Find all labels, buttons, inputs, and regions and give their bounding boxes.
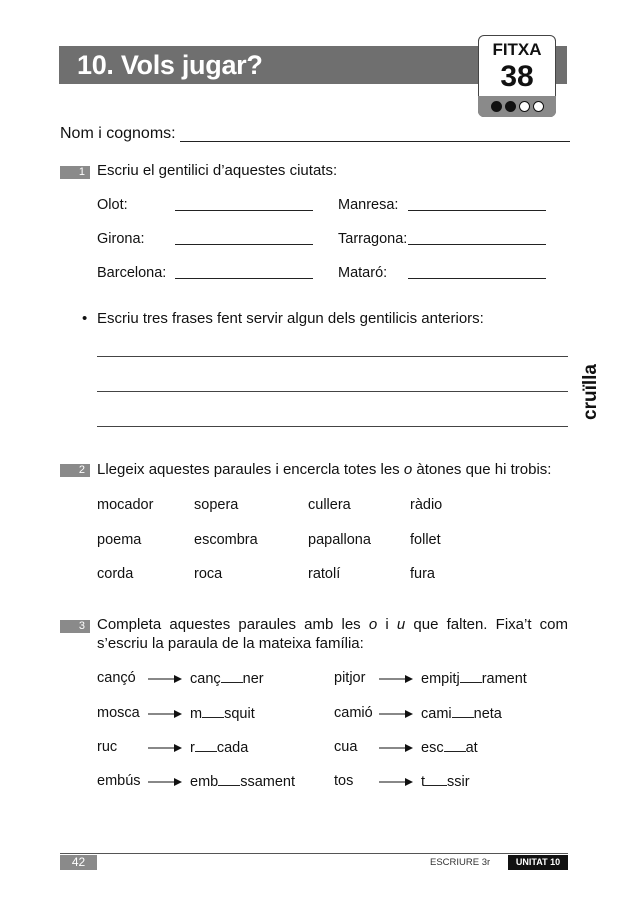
unit-badge: UNITAT 10 (508, 855, 568, 870)
exercise2-instruction: Llegeix aquestes paraules i encercla totes les o àtones que hi trobis: (97, 461, 552, 478)
fill-word[interactable]: canç ner (190, 671, 264, 687)
page-title: 10. Vols jugar? (77, 50, 263, 80)
base-word: embús (97, 773, 141, 789)
fill-word[interactable]: m squit (190, 706, 255, 722)
word-item[interactable]: poema (97, 532, 142, 548)
base-word: tos (334, 773, 354, 789)
fitxa-label: FITXA (492, 40, 542, 59)
level-dot-empty-icon (519, 101, 530, 112)
word-item[interactable]: sopera (194, 497, 239, 513)
exercise3-instruction-line1: Completa aquestes paraules amb les o i u que falten. Fixa’t com (97, 616, 569, 633)
exercise-number: 3 (60, 620, 90, 633)
base-word: mosca (97, 705, 140, 721)
exercise1-instruction: Escriu el gentilici d’aquestes ciutats: (97, 162, 338, 179)
answer-line[interactable] (175, 278, 313, 279)
name-label: Nom i cognoms: (60, 125, 176, 142)
level-dot-filled-icon (505, 101, 516, 112)
fitxa-number: 38 (500, 60, 534, 93)
word-item[interactable]: ratolí (308, 566, 341, 582)
writing-line[interactable] (97, 356, 568, 357)
word-item[interactable]: follet (410, 532, 441, 548)
arrow-right-icon (148, 742, 182, 754)
fill-word[interactable]: cami neta (421, 706, 502, 722)
city-label: Barcelona: (97, 265, 167, 281)
exercise1-subinstruction: Escriu tres frases fent servir algun dels gentilicis anteriors: (97, 310, 484, 327)
page-number: 42 (60, 855, 97, 870)
arrow-right-icon (379, 742, 413, 754)
bullet-icon: • (82, 310, 88, 327)
footer-divider (60, 853, 568, 854)
answer-line[interactable] (175, 244, 313, 245)
level-dots (478, 96, 556, 117)
word-item[interactable]: corda (97, 566, 134, 582)
word-item[interactable]: escombra (194, 532, 258, 548)
book-title: ESCRIURE 3r (430, 857, 491, 868)
city-label: Mataró: (338, 265, 388, 281)
fill-word[interactable]: esc at (421, 740, 478, 756)
writing-line[interactable] (97, 426, 568, 427)
city-label: Girona: (97, 231, 145, 247)
base-word: ruc (97, 739, 118, 755)
word-item[interactable]: fura (410, 566, 435, 582)
exercise-number: 1 (60, 166, 90, 179)
word-item[interactable]: mocador (97, 497, 154, 513)
word-item[interactable]: roca (194, 566, 223, 582)
answer-line[interactable] (175, 210, 313, 211)
level-dot-filled-icon (491, 101, 502, 112)
fill-word[interactable]: empitj rament (421, 671, 527, 687)
level-dot-empty-icon (533, 101, 544, 112)
base-word: camió (334, 705, 373, 721)
arrow-right-icon (148, 776, 182, 788)
answer-line[interactable] (408, 244, 546, 245)
exercise3-instruction-line2: s’escriu la paraula de la mateixa família: (97, 635, 364, 652)
arrow-right-icon (148, 673, 182, 685)
arrow-right-icon (379, 708, 413, 720)
exercise-number: 2 (60, 464, 90, 477)
fill-word[interactable]: t ssir (421, 774, 470, 790)
word-item[interactable]: cullera (308, 497, 351, 513)
arrow-right-icon (379, 673, 413, 685)
word-item[interactable]: ràdio (410, 497, 443, 513)
name-input-line[interactable] (180, 141, 570, 142)
publisher-logo: cruïlla (580, 364, 601, 420)
arrow-right-icon (148, 708, 182, 720)
answer-line[interactable] (408, 278, 546, 279)
arrow-right-icon (379, 776, 413, 788)
base-word: pitjor (334, 670, 366, 686)
base-word: cançó (97, 670, 136, 686)
base-word: cua (334, 739, 358, 755)
answer-line[interactable] (408, 210, 546, 211)
city-label: Manresa: (338, 197, 399, 213)
word-item[interactable]: papallona (308, 532, 371, 548)
fill-word[interactable]: r cada (190, 740, 249, 756)
fill-word[interactable]: emb ssament (190, 774, 296, 790)
writing-line[interactable] (97, 391, 568, 392)
city-label: Tarragona: (338, 231, 408, 247)
city-label: Olot: (97, 197, 128, 213)
